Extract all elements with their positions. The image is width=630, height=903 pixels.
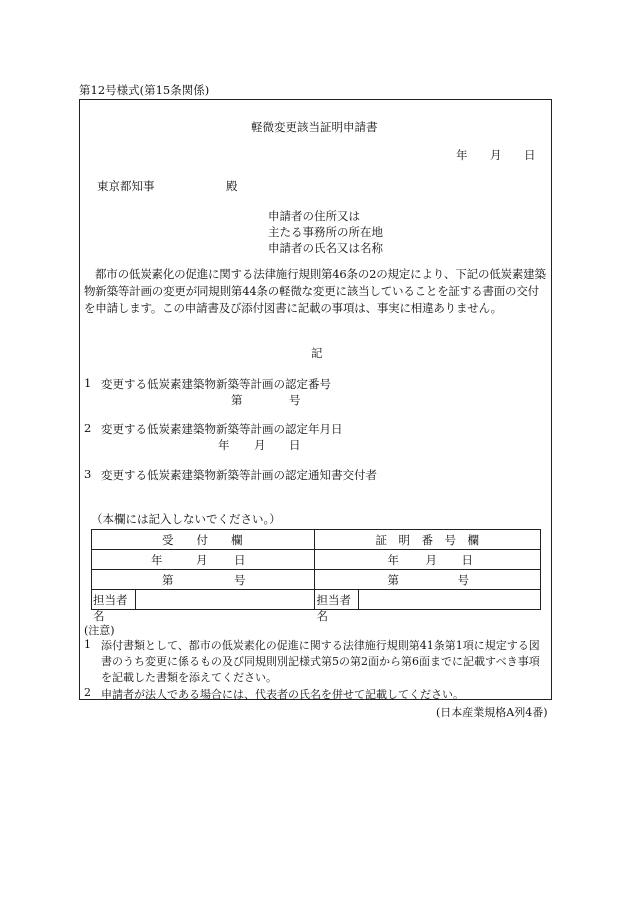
item-1-number: 1: [84, 376, 92, 390]
addressee-name: 東京都知事: [97, 179, 155, 193]
item-1-text: 変更する低炭素建築物新築等計画の認定番号: [101, 377, 331, 391]
addressee-honorific: 殿: [226, 179, 238, 193]
item-2-text: 変更する低炭素建築物新築等計画の認定年月日: [101, 422, 343, 436]
item-3-number: 3: [84, 467, 92, 481]
form-title: 軽微変更該当証明申請書: [251, 120, 378, 134]
cert-go: 号: [457, 573, 469, 587]
item-2-month: 月: [254, 438, 266, 452]
applicant-name-line: 申請者の氏名又は名称: [268, 241, 383, 255]
cert-dai: 第: [387, 573, 399, 587]
cert-month: 月: [425, 553, 437, 567]
item-2-year: 年: [218, 438, 230, 452]
cert-year: 年: [387, 553, 399, 567]
item-3-text: 変更する低炭素建築物新築等計画の認定通知書交付者: [101, 468, 377, 482]
application-statement: 都市の低炭素化の促進に関する法律施行規則第46条の2の規定により、下記の低炭素建築物新築等計画の変更が同規則第44条の軽微な変更に該当していることを証する書面の交付を申請します。この申請書及び添付図書に記載の事項は、事実に相違ありません。: [84, 267, 546, 315]
item-1-dai: 第: [231, 393, 243, 407]
item-2-number: 2: [84, 421, 92, 435]
date-month: 月: [490, 148, 502, 162]
receipt-year: 年: [151, 553, 163, 567]
applicant-address-line2: 主たる事務所の所在地: [268, 225, 383, 239]
note-2-number: 2: [84, 686, 91, 699]
date-day: 日: [524, 148, 536, 162]
ki-heading: 記: [311, 346, 323, 360]
receipt-go: 号: [234, 573, 246, 587]
paper-size-footer: (日本産業規格A列4番): [436, 706, 548, 719]
cert-person-label: 担当者名: [316, 593, 351, 623]
note-1-number: 1: [84, 638, 91, 651]
receipt-header: 受 付 欄: [162, 533, 243, 547]
receipt-day: 日: [234, 553, 246, 567]
receipt-month: 月: [196, 553, 208, 567]
item-1-go: 号: [289, 393, 301, 407]
item-2-day: 日: [289, 438, 301, 452]
table-row: [92, 550, 541, 570]
table-row: [92, 530, 541, 550]
table-row: [92, 590, 541, 610]
receipt-person-field: [136, 590, 315, 609]
cert-day: 日: [461, 553, 473, 567]
note-2-text: 申請者が法人である場合には、代表者の氏名を併せて記載してください。: [101, 688, 464, 701]
office-use-caption: （本欄には記入しないでください。）: [91, 512, 281, 526]
receipt-person-label: 担当者名: [93, 593, 128, 623]
cert-number-header: 証 明 番 号 欄: [375, 533, 479, 547]
note-1-text: 添付書類として、都市の低炭素化の促進に関する法律施行規則第41条第1項に規定する図書のうち変更に係るもの及び同規則別記様式第5の第2面から第6面までに記載すべき事項を記載した書類を添えてください。: [101, 639, 540, 684]
table-row: [92, 570, 541, 590]
receipt-dai: 第: [162, 573, 174, 587]
cert-person-field: [359, 590, 540, 609]
applicant-address-line1: 申請者の住所又は: [268, 209, 360, 223]
notes-header: (注意): [84, 624, 115, 637]
date-year: 年: [456, 148, 468, 162]
form-number: 第12号様式(第15条関係): [79, 83, 210, 97]
office-use-table: [91, 529, 541, 623]
